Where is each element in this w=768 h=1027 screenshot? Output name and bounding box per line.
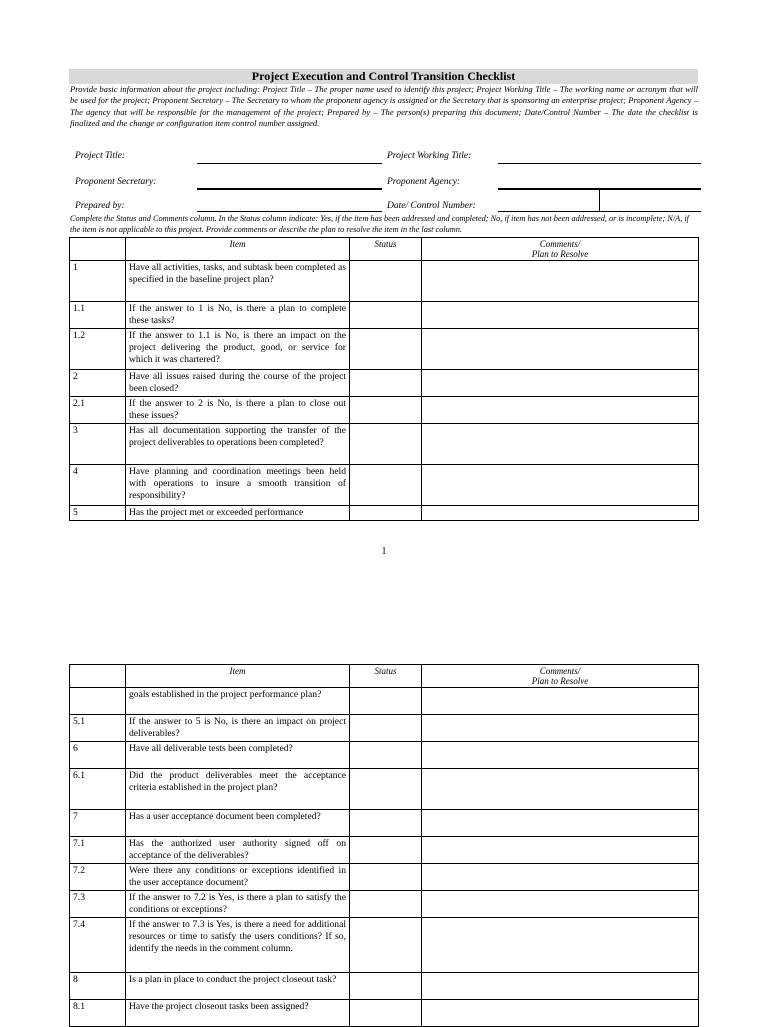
comments-cell[interactable] [422,1000,699,1027]
comments-cell[interactable] [422,329,699,370]
item-text: If the answer to 1 is No, is there a plan to complete these tasks? [126,302,350,329]
item-number: 6.1 [70,769,126,810]
checklist-table-page2 [69,664,699,1027]
table-row [70,918,699,973]
item-number: 1.1 [70,302,126,329]
comments-cell[interactable] [422,397,699,424]
comments-cell[interactable] [422,465,699,506]
status-cell[interactable] [350,465,422,506]
status-cell[interactable] [350,891,422,918]
item-text: goals established in the project performance plan? [126,688,350,715]
status-cell[interactable] [350,973,422,1000]
status-cell[interactable] [350,506,422,521]
header-comments [422,238,699,261]
comments-cell[interactable] [422,506,699,521]
item-text: Have all deliverable tests been completed? [126,742,350,769]
status-cell[interactable] [350,837,422,864]
header-number [70,238,126,261]
status-cell[interactable] [350,918,422,973]
item-number [70,688,126,715]
item-text: Have the project closeout tasks been assigned? [126,1000,350,1027]
table-row [70,506,699,521]
item-number: 8.1 [70,1000,126,1027]
item-number: 7.1 [70,837,126,864]
item-text: Has a user acceptance document been completed? [126,810,350,837]
table-row [70,397,699,424]
page-number: 1 [381,546,387,557]
status-cell[interactable] [350,810,422,837]
comments-cell[interactable] [422,918,699,973]
item-text: Were there any conditions or exceptions identified in the user acceptance document? [126,864,350,891]
item-number: 4 [70,465,126,506]
comments-cell[interactable] [422,261,699,302]
instructions: Complete the Status and Comments column. In the Status column indicate: Yes, if the item has been addressed and completed; No, if item has not been addressed, or is incomplete; N/A, if the item is not applicable to this project. Provide comments or describe the plan to resolve the item in the last column. [70,214,689,234]
header-comments-line1: Comments/ [539,239,581,249]
table-row [70,742,699,769]
project-title-field[interactable] [197,163,382,164]
comments-cell[interactable] [422,302,699,329]
status-cell[interactable] [350,424,422,465]
item-number: 7.3 [70,891,126,918]
table-row [70,810,699,837]
intro-paragraph: Provide basic information about the project including: Project Title – The proper name used to identify this project; Project Working Title – The working name or acronym that will be used for the project; Proponent Secretary – The Secretary to whom the proponent agency is assigned or the Secretary that is sponsoring an enterprise project; Proponent Agency – The agency that will be responsible for the management of the project; Prepared by – The person(s) preparing this document; Date/Control Number – The date the checklist is finalized and the change or configuration item control number assigned. [70,84,698,129]
comments-cell[interactable] [422,769,699,810]
document-title: Project Execution and Control Transition Checklist [69,69,698,84]
proponent-agency-label: Proponent Agency: [387,177,461,187]
item-number: 6 [70,742,126,769]
checklist-table-page1 [69,237,699,521]
table-row [70,329,699,370]
status-cell[interactable] [350,397,422,424]
item-number: 7 [70,810,126,837]
header-comments [422,665,699,688]
status-cell[interactable] [350,329,422,370]
item-number: 7.4 [70,918,126,973]
item-number: 2 [70,370,126,397]
item-text: If the answer to 1.1 is No, is there an impact on the project delivering the product, good, or service for which it was chartered? [126,329,350,370]
prepared-by-field[interactable] [197,211,382,212]
item-number: 8 [70,973,126,1000]
item-text: Have all activities, tasks, and subtask been completed as specified in the baseline project plan? [126,261,350,302]
item-text: Has the authorized user authority signed off on acceptance of the deliverables? [126,837,350,864]
status-cell[interactable] [350,715,422,742]
status-cell[interactable] [350,261,422,302]
header-comments-line2: Plan to Resolve [531,249,589,259]
item-text: Have planning and coordination meetings been held with operations to insure a smooth transition of responsibility? [126,465,350,506]
item-text: Has the project met or exceeded performance [126,506,350,521]
table-row [70,370,699,397]
status-cell[interactable] [350,370,422,397]
status-cell[interactable] [350,742,422,769]
header-status: Status [350,665,422,688]
item-text: Is a plan in place to conduct the project closeout task? [126,973,350,1000]
comments-cell[interactable] [422,837,699,864]
item-number: 2.1 [70,397,126,424]
table-row [70,465,699,506]
status-cell[interactable] [350,1000,422,1027]
status-cell[interactable] [350,688,422,715]
status-cell[interactable] [350,864,422,891]
comments-cell[interactable] [422,370,699,397]
item-text: Have all issues raised during the course of the project been closed? [126,370,350,397]
table-row [70,769,699,810]
item-number: 1.2 [70,329,126,370]
comments-cell[interactable] [422,973,699,1000]
header-status: Status [350,238,422,261]
comments-cell[interactable] [422,810,699,837]
comments-cell[interactable] [422,891,699,918]
table-row [70,864,699,891]
comments-cell[interactable] [422,864,699,891]
comments-cell[interactable] [422,742,699,769]
item-number: 5 [70,506,126,521]
status-cell[interactable] [350,769,422,810]
comments-cell[interactable] [422,715,699,742]
project-title-label: Project Title: [75,151,126,161]
proponent-secretary-field[interactable] [197,188,382,190]
project-working-title-label: Project Working Title: [387,151,472,161]
header-comments-line2: Plan to Resolve [531,676,589,686]
table-row [70,688,699,715]
table-row [70,715,699,742]
table-row [70,837,699,864]
header-comments-line1: Comments/ [539,666,581,676]
date-control-number-label: Date/ Control Number: [387,201,476,211]
prepared-by-label: Prepared by: [75,201,125,211]
item-number: 7.2 [70,864,126,891]
table-row [70,424,699,465]
table-row [70,261,699,302]
item-text: Has all documentation supporting the transfer of the project deliverables to operations been completed? [126,424,350,465]
item-text: If the answer to 7.2 is Yes, is there a plan to satisfy the conditions or exceptions? [126,891,350,918]
table-row [70,1000,699,1027]
status-cell[interactable] [350,302,422,329]
comments-cell[interactable] [422,688,699,715]
item-text: If the answer to 7.3 is Yes, is there a need for additional resources or time to satisfy the users conditions? If so, identify the needs in the comment column. [126,918,350,973]
table-row [70,891,699,918]
item-number: 3 [70,424,126,465]
item-number: 5.1 [70,715,126,742]
item-text: If the answer to 5 is No, is there an impact on project deliverables? [126,715,350,742]
table-row [70,302,699,329]
comments-cell[interactable] [422,424,699,465]
header-item: Item [126,238,350,261]
header-item: Item [126,665,350,688]
project-working-title-field[interactable] [498,163,701,164]
header-number [70,665,126,688]
item-number: 1 [70,261,126,302]
field-divider [599,190,600,212]
item-text: Did the product deliverables meet the acceptance criteria established in the project plan? [126,769,350,810]
item-text: If the answer to 2 is No, is there a plan to close out these issues? [126,397,350,424]
table-row [70,973,699,1000]
proponent-secretary-label: Proponent Secretary: [75,177,157,187]
